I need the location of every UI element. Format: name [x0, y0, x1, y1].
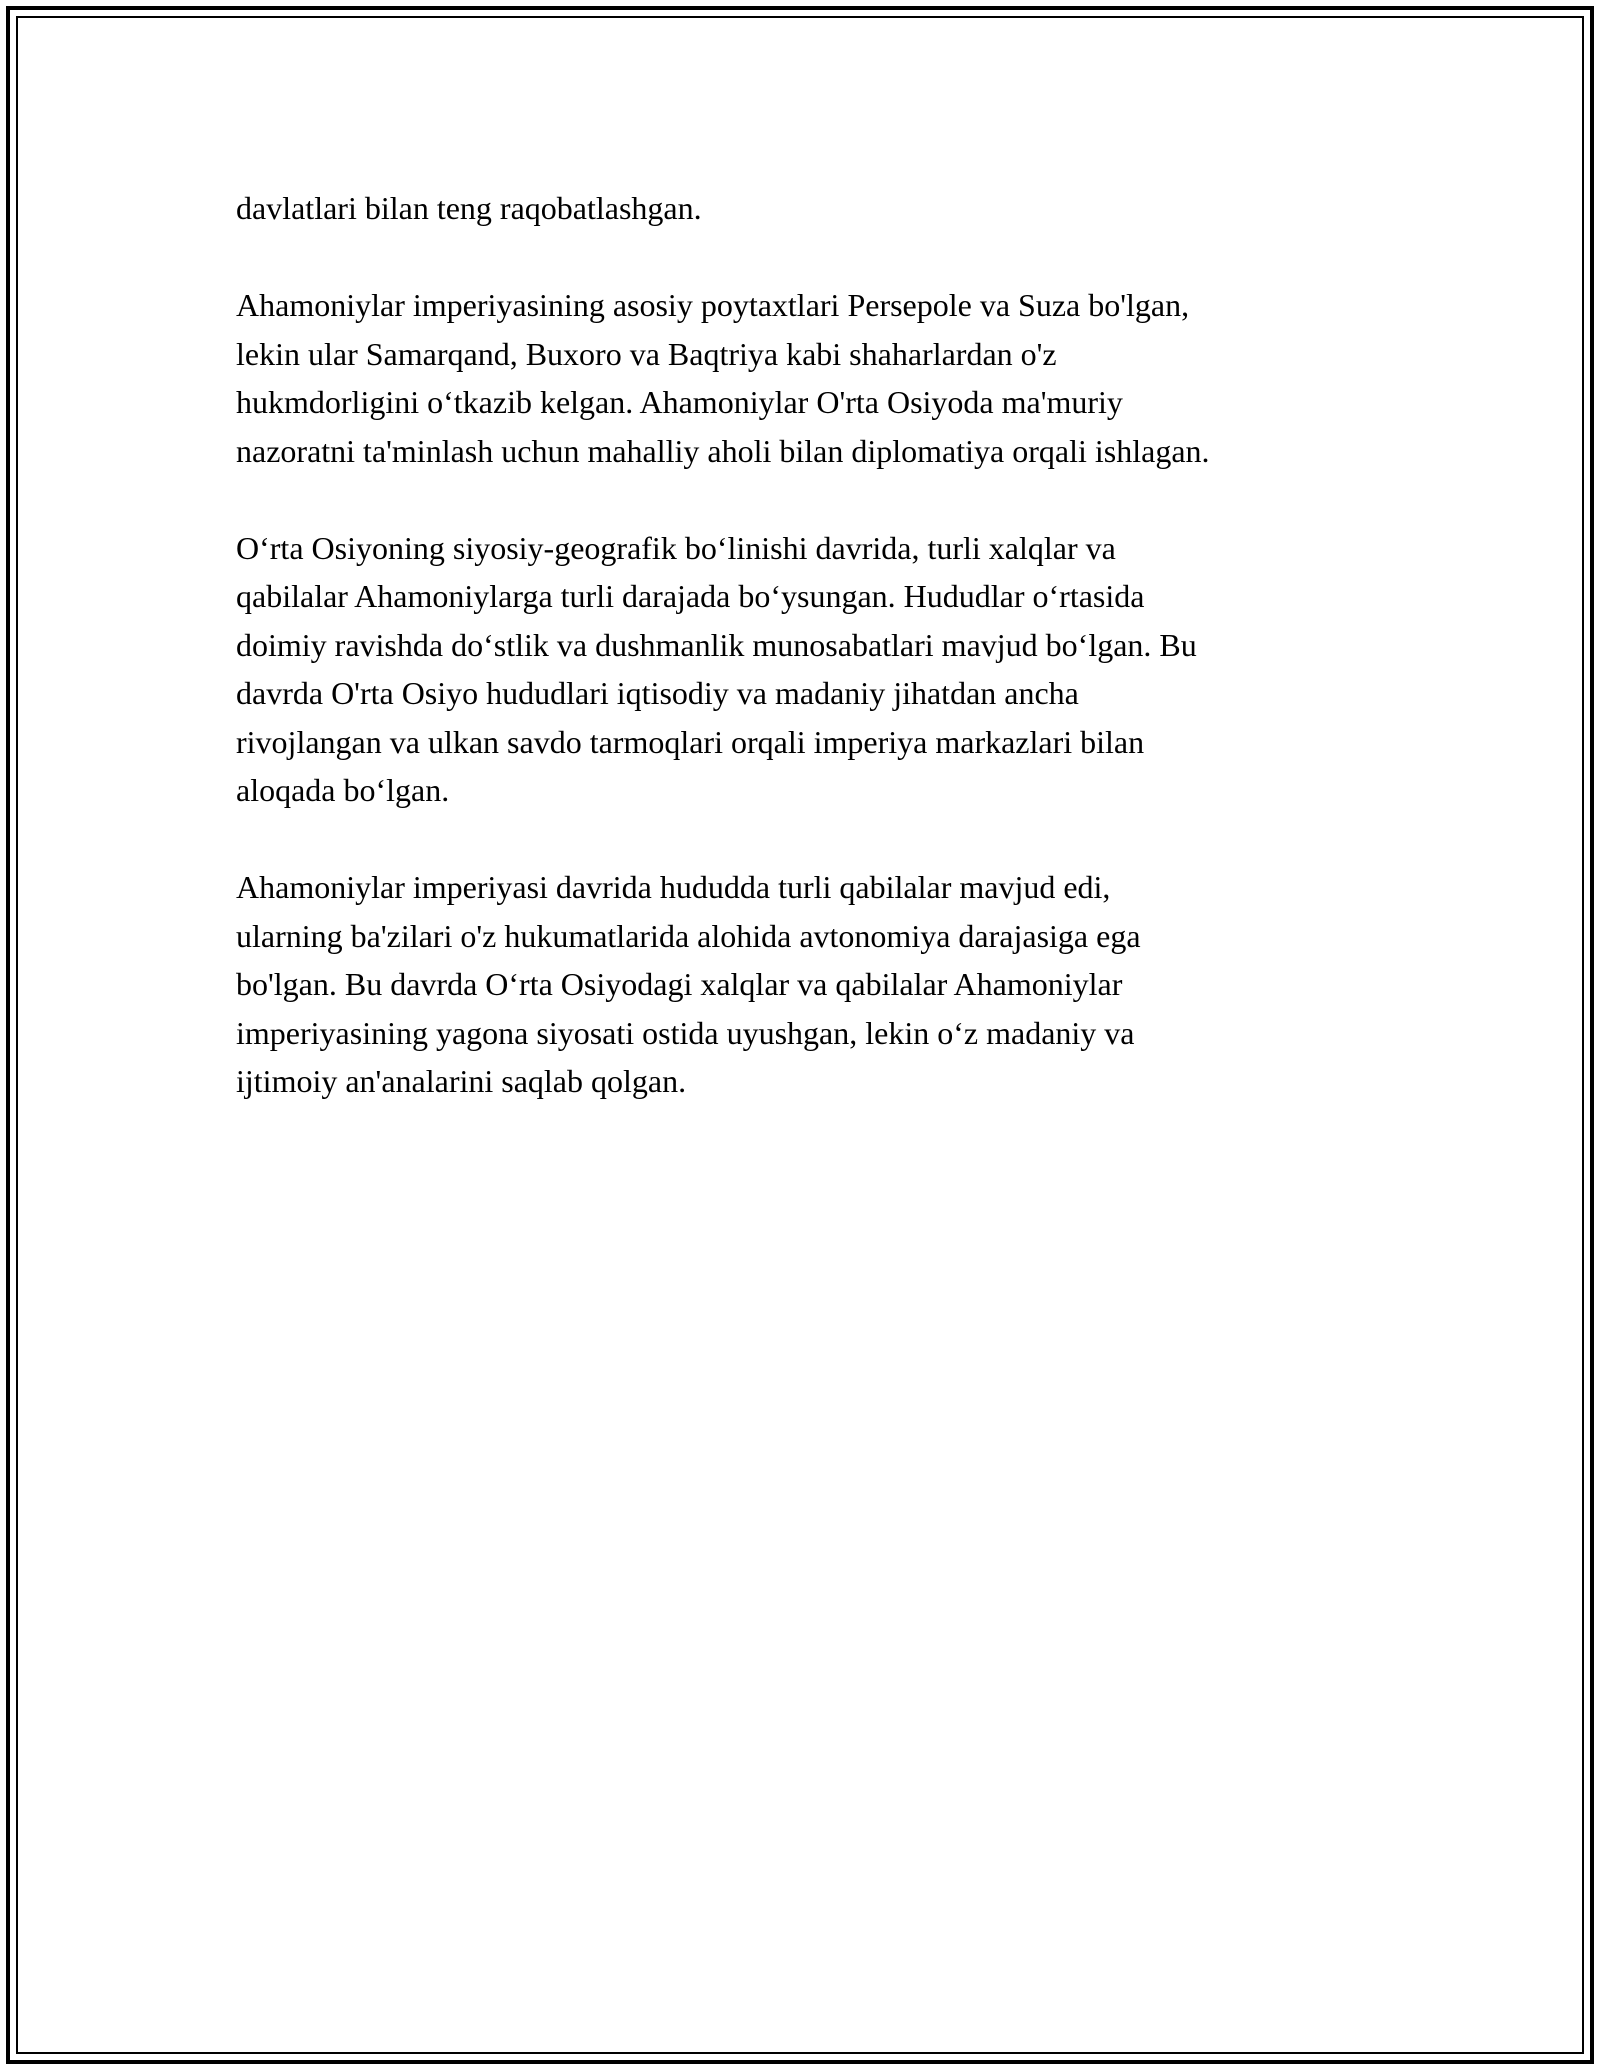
text-line: O‘rta Osiyoning siyosiy-geografik bo‘linishi davrida, turli xalqlar va [236, 529, 1116, 566]
text-line: lekin ular Samarqand, Buxoro va Baqtriya kabi shaharlardan o'z [236, 335, 1057, 372]
text-line: Ahamoniylar imperiyasining asosiy poytaxtlari Persepole va Suza bo'lgan, [236, 287, 1190, 323]
text-line: davrda O'rta Osiyo hududlari iqtisodiy va madaniy jihatdan ancha [236, 675, 1079, 711]
paragraph-4 [236, 863, 1386, 1106]
text-line: aloqada bo‘lgan. [236, 772, 450, 808]
paragraph-3 [236, 524, 1386, 815]
text-line: Ahamoniylar imperiyasi davrida hududda turli qabilalar mavjud edi, [236, 869, 1111, 905]
text-line: bo'lgan. Bu davrda O‘rta Osiyodagi xalqlar va qabilalar Ahamoniylar [236, 966, 1123, 1002]
text-line: rivojlangan va ulkan savdo tarmoqlari orqali imperiya markazlari bilan [236, 723, 1145, 760]
text-line: hukmdorligini o‘tkazib kelgan. Ahamoniylar O'rta Osiyoda ma'muriy [236, 384, 1123, 420]
text-line: nazoratni ta'minlash uchun mahalliy aholi bilan diplomatiya orqali ishlagan. [236, 432, 1210, 469]
paragraph-2 [236, 281, 1386, 475]
text-line: imperiyasining yagona siyosati ostida uyushgan, lekin o‘z madaniy va [236, 1014, 1135, 1051]
text-line: ularning ba'zilari o'z hukumatlarida alohida avtonomiya darajasiga ega [236, 917, 1141, 954]
text-line: qabilalar Ahamoniylarga turli darajada bo‘ysungan. Hududlar o‘rtasida [236, 578, 1145, 614]
paragraph-1 [236, 184, 1386, 233]
text-line: doimiy ravishda do‘stlik va dushmanlik munosabatlari mavjud bo‘lgan. Bu [236, 626, 1197, 663]
text-line: davlatlari bilan teng raqobatlashgan. [236, 190, 702, 226]
text-line: ijtimoiy an'analarini saqlab qolgan. [236, 1063, 687, 1099]
document-body [236, 184, 1386, 1154]
